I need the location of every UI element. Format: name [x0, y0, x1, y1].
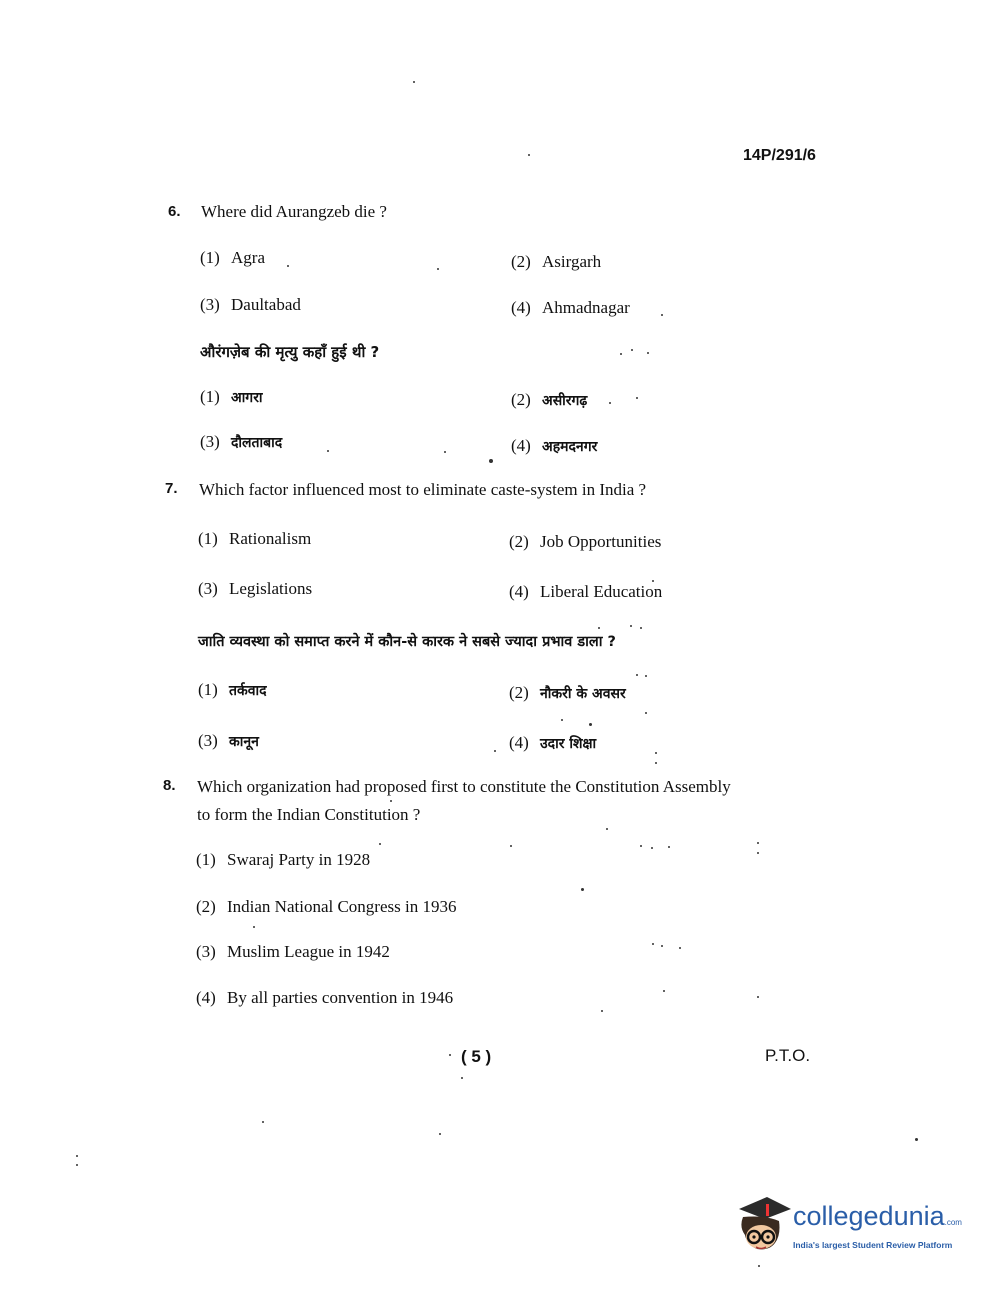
option-2-en: (2) Job Opportunities — [509, 532, 662, 551]
option-1-hi: (1) आगरा — [200, 387, 263, 406]
question-text-en-line1: Which organization had proposed first to constitute the Constitution Assembly — [197, 777, 731, 796]
question-number: 8. — [163, 777, 176, 794]
option-3-en: (3) Muslim League in 1942 — [196, 942, 390, 961]
option-2-en: (2) Asirgarh — [511, 252, 602, 271]
collegedunia-logo — [735, 1195, 965, 1265]
question-text-en-line2: to form the Indian Constitution ? — [197, 805, 421, 824]
option-1-en: (1) Rationalism — [198, 529, 312, 548]
option-2-hi: (2) नौकरी के अवसर — [509, 683, 626, 702]
question-text-en: Where did Aurangzeb die ? — [201, 202, 387, 221]
option-3-en: (3) Daultabad — [200, 295, 301, 314]
option-4-hi: (4) अहमदनगर — [511, 436, 598, 455]
question-text-hi: जाति व्यवस्था को समाप्त करने में कौन-से कारक ने सबसे ज्यादा प्रभाव डाला ? — [198, 634, 616, 650]
option-1-en: (1) Swaraj Party in 1928 — [196, 850, 371, 869]
option-4-en: (4) By all parties convention in 1946 — [196, 988, 454, 1007]
option-4-en: (4) Ahmadnagar — [511, 298, 630, 317]
logo-wordmark: collegedunia.com — [793, 1201, 962, 1231]
question-text-en: Which factor influenced most to eliminate caste-system in India ? — [199, 480, 647, 499]
option-1-en: (1) Agra — [200, 248, 265, 267]
option-2-en: (2) Indian National Congress in 1936 — [196, 897, 457, 916]
option-4-en: (4) Liberal Education — [509, 582, 663, 601]
pto-label: P.T.O. — [765, 1046, 811, 1065]
option-4-hi: (4) उदार शिक्षा — [509, 733, 597, 752]
question-number: 6. — [168, 203, 181, 220]
option-2-hi: (2) असीरगढ़ — [511, 390, 588, 409]
option-3-hi: (3) कानून — [198, 731, 259, 750]
question-text-hi: औरंगज़ेब की मृत्यु कहाँ हुई थी ? — [200, 343, 380, 361]
mascot-icon — [735, 1195, 793, 1257]
question-number: 7. — [165, 480, 178, 497]
logo-tagline: India's largest Student Review Platform — [793, 1240, 953, 1250]
page-number: ( 5 ) — [461, 1047, 492, 1066]
option-3-en: (3) Legislations — [198, 579, 313, 598]
option-1-hi: (1) तर्कवाद — [198, 680, 267, 699]
paper-code: 14P/291/6 — [743, 147, 816, 164]
option-3-hi: (3) दौलताबाद — [200, 432, 283, 451]
